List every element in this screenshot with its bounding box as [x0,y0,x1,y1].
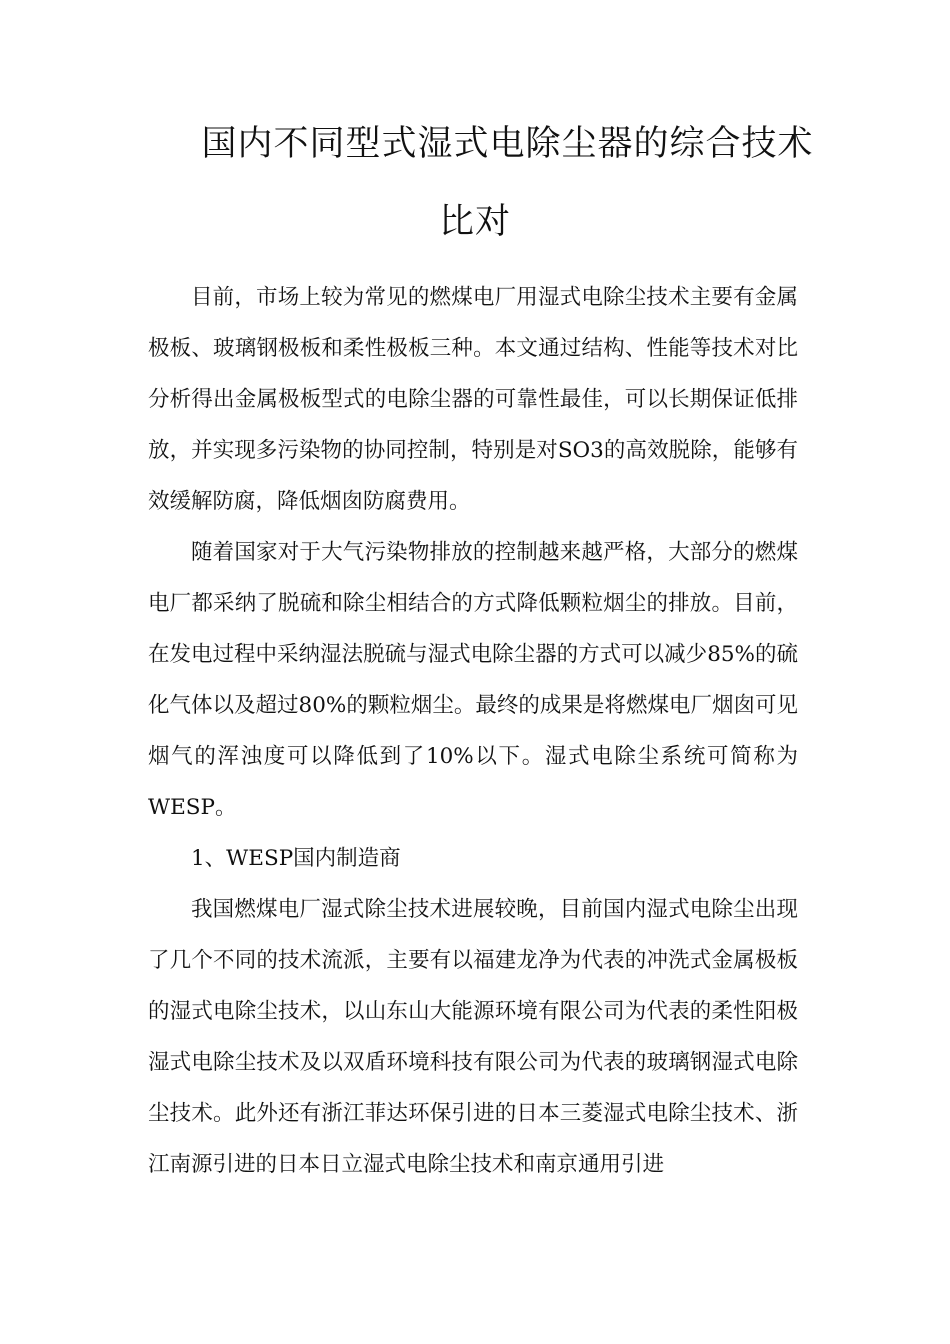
paragraph-background: 随着国家对于大气污染物排放的控制越来越严格，大部分的燃煤电厂都采纳了脱硫和除尘相结合的方式降低颗粒烟尘的排放。目前，在发电过程中采纳湿法脱硫与湿式电除尘器的方式可以减少85%的硫化气体以及超过80%的颗粒烟尘。最终的成果是将燃煤电厂烟囱可见烟气的浑浊度可以降低到了10%以下。湿式电除尘系统可简称为WESP。 [148,540,798,820]
section-heading-manufacturers: 1、WESP国内制造商 [191,846,401,871]
document-title: 国内不同型式湿式电除尘器的综合技术 [201,124,814,164]
paragraph-intro: 目前，市场上较为常见的燃煤电厂用湿式电除尘技术主要有金属极板、玻璃钢极板和柔性极板三种。本文通过结构、性能等技术对比分析得出金属极板型式的电除尘器的可靠性最佳，可以长期保证低排放，并实现多污染物的协同控制，特别是对SO3的高效脱除，能够有效缓解防腐，降低烟囱防腐费用。 [148,285,798,514]
paragraph-manufacturers: 我国燃煤电厂湿式除尘技术进展较晚，目前国内湿式电除尘出现了几个不同的技术流派，主要有以福建龙净为代表的冲洗式金属极板的湿式电除尘技术，以山东山大能源环境有限公司为代表的柔性阳极湿式电除尘技术及以双盾环境科技有限公司为代表的玻璃钢湿式电除尘技术。此外还有浙江菲达环保引进的日本三菱湿式电除尘技术、浙江南源引进的日本日立湿式电除尘技术和南京通用引进 [148,897,798,1177]
document-body [148,272,798,1190]
document-title-continuation: 比对 [438,202,511,242]
